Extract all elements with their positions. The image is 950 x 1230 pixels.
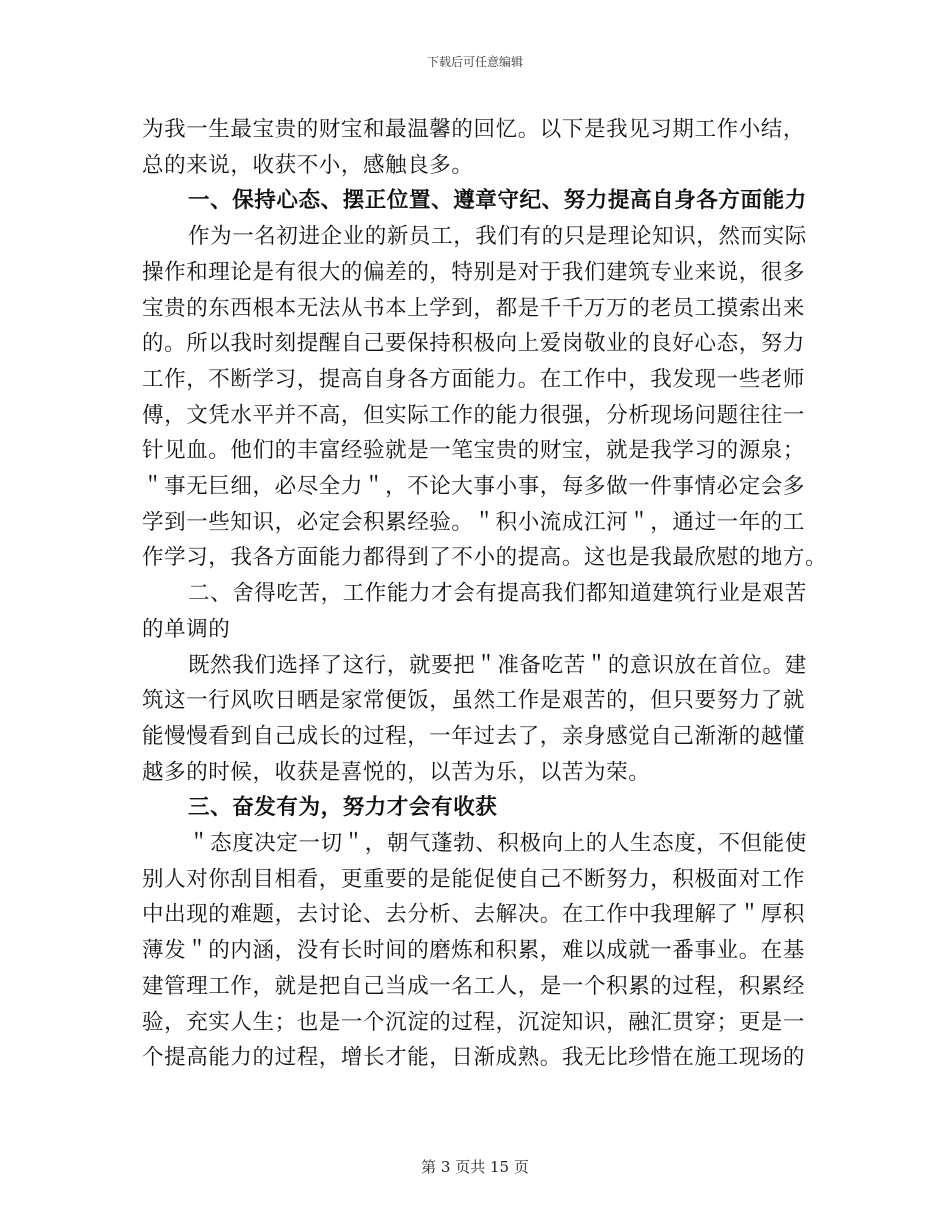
body-line: 薄发＂的内涵，没有长时间的磨炼和积累，难以成就一番事业。在基 bbox=[142, 938, 806, 964]
body-line: 针见血。他们的丰富经验就是一笔宝贵的财宝，就是我学习的源泉； bbox=[142, 438, 806, 464]
body-line: ＂事无巨细，必尽全力＂，不论大事小事，每多做一件事情必定会多 bbox=[142, 474, 806, 499]
body-line: 建管理工作，就是把自己当成一名工人，是一个积累的过程，积累经 bbox=[142, 973, 806, 999]
body-line: 中出现的难题，去讨论、去分析、去解决。在工作中我理解了＂厚积 bbox=[142, 902, 806, 928]
body-line: 别人对你刮目相看，更重要的是能促使自己不断努力，积极面对工作 bbox=[142, 866, 806, 892]
section-heading: 三、奋发有为，努力才会有收获 bbox=[188, 795, 498, 821]
page-header: 下载后可任意编辑 bbox=[426, 55, 523, 69]
body-line: 越多的时候，收获是喜悦的，以苦为乐，以苦为荣。 bbox=[142, 759, 651, 785]
body-line: 作为一名初进企业的新员工，我们有的只是理论知识，然而实际 bbox=[188, 224, 807, 250]
body-line: 为我一生最宝贵的财宝和最温馨的回忆。以下是我见习期工作小结， bbox=[142, 117, 806, 142]
page-footer: 第 3 页共 15 页 bbox=[421, 1158, 529, 1176]
body-line: 学到一些知识，必定会积累经验。＂积小流成江河＂，通过一年的工 bbox=[142, 509, 806, 535]
body-line: ＂态度决定一切＂，朝气蓬勃、积极向上的人生态度，不但能使 bbox=[188, 831, 807, 856]
body-line: 工作，不断学习，提高自身各方面能力。在工作中，我发现一些老师 bbox=[142, 366, 806, 392]
body-line: 总的来说，收获不小，感触良多。 bbox=[142, 152, 474, 178]
body-line: 的。所以我时刻提醒自己要保持积极向上爱岗敬业的良好心态，努力 bbox=[142, 331, 806, 357]
body-line: 个提高能力的过程，增长才能，日渐成熟。我无比珍惜在施工现场的 bbox=[142, 1045, 806, 1071]
body-line: 宝贵的东西根本无法从书本上学到，都是千千万万的老员工摸索出来 bbox=[142, 295, 806, 321]
body-line: 作学习，我各方面能力都得到了不小的提高。这也是我最欣慰的地方。 bbox=[142, 545, 828, 571]
section-heading: 一、保持心态、摆正位置、遵章守纪、努力提高自身各方面能力 bbox=[188, 188, 807, 214]
body-line: 验，充实人生；也是一个沉淀的过程，沉淀知识，融汇贯穿；更是一 bbox=[142, 1009, 806, 1035]
body-line: 的单调的 bbox=[142, 616, 231, 642]
body-line: 二、舍得吃苦，工作能力才会有提高我们都知道建筑行业是艰苦 bbox=[188, 581, 807, 607]
body-line: 既然我们选择了这行，就要把＂准备吃苦＂的意识放在首位。建 bbox=[188, 652, 807, 678]
body-line: 能慢慢看到自己成长的过程，一年过去了，亲身感觉自己渐渐的越懂 bbox=[142, 723, 806, 749]
body-line: 操作和理论是有很大的偏差的，特别是对于我们建筑专业来说，很多 bbox=[142, 259, 806, 285]
body-line: 傅，文凭水平并不高，但实际工作的能力很强，分析现场问题往往一 bbox=[142, 402, 806, 428]
body-line: 筑这一行风吹日晒是家常便饭，虽然工作是艰苦的，但只要努力了就 bbox=[142, 688, 806, 714]
